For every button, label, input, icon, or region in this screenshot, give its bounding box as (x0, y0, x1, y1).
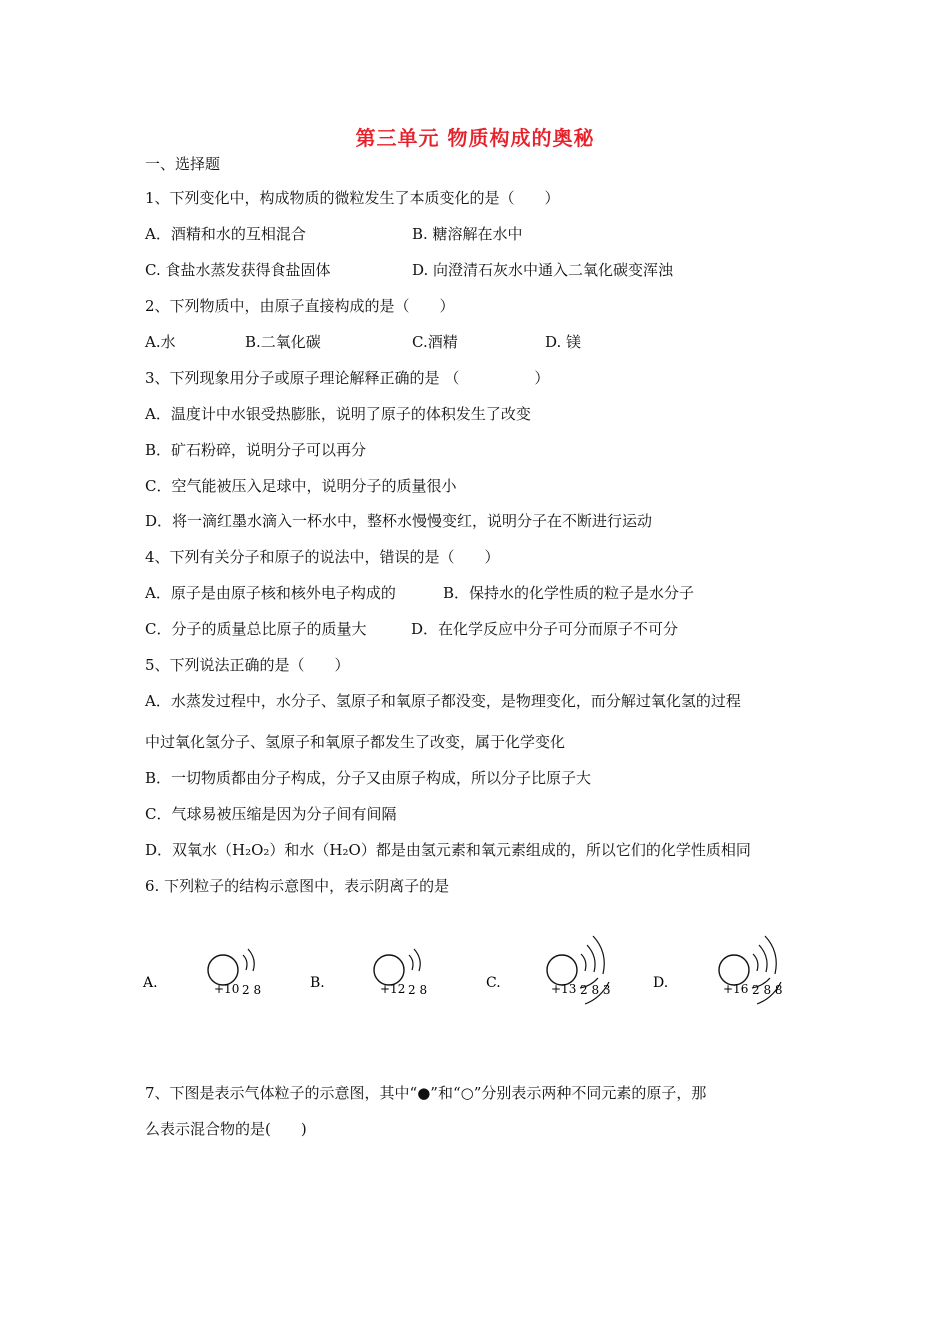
q1-option-c: C. 食盐水蒸发获得食盐固体 (145, 261, 331, 279)
question-6-stem: 6. 下列粒子的结构示意图中，表示阴离子的是 (145, 877, 450, 895)
q1-option-b: B. 糖溶解在水中 (412, 225, 523, 243)
q2-option-b: B.二氧化碳 (245, 333, 321, 351)
q5-option-c: C．气球易被压缩是因为分子间有间隔 (145, 805, 397, 823)
q5-option-a: A．水蒸发过程中，水分子、氢原子和氧原子都没变，是物理变化，而分解过氧化氢的过程 (145, 692, 741, 710)
section-heading: 一、选择题 (145, 155, 221, 173)
diagram-c-shell (587, 945, 595, 972)
diagram-b-nucleus-charge: +12 (380, 982, 406, 996)
diagram-d-shell-electrons: 2 8 8 (752, 983, 783, 997)
question-7-stem: 7、下图是表示气体粒子的示意图，其中“●”和“○”分别表示两种不同元素的原子，那 (145, 1084, 707, 1102)
diagram-d-shell (753, 954, 758, 971)
diagram-c-nucleus (547, 955, 577, 985)
q4-option-a: A．原子是由原子核和核外电子构成的 (145, 584, 396, 602)
atom-structure-diagrams (140, 930, 840, 1020)
diagram-b-letter: B. (310, 975, 325, 991)
diagram-b-nucleus (374, 955, 404, 985)
q3-option-d: D．将一滴红墨水滴入一杯水中，整杯水慢慢变红，说明分子在不断进行运动 (145, 512, 653, 530)
diagram-d-letter: D. (653, 975, 669, 991)
diagram-b-shell (414, 949, 420, 971)
diagram-d-nucleus (719, 955, 749, 985)
q3-option-c: C．空气能被压入足球中，说明分子的质量很小 (145, 477, 457, 495)
diagram-c (486, 936, 611, 1004)
question-5-stem: 5、下列说法正确的是（ ） (145, 656, 350, 674)
q5-option-a-cont: 中过氧化氢分子、氢原子和氧原子都发生了改变，属于化学变化 (145, 733, 566, 751)
q2-option-a: A.水 (145, 333, 176, 351)
diagram-b-shell-electrons: 2 8 (408, 983, 428, 997)
q5-option-d: D．双氧水（H₂O₂）和水（H₂O）都是由氢元素和氧元素组成的，所以它们的化学性质相同 (145, 841, 751, 859)
diagram-a-shell (248, 949, 254, 971)
q5-option-b: B．一切物质都由分子构成，分子又由原子构成，所以分子比原子大 (145, 769, 592, 787)
q2-option-d: D. 镁 (545, 333, 582, 351)
q3-option-a: A．温度计中水银受热膨胀，说明了原子的体积发生了改变 (145, 405, 531, 423)
q3-option-b: B．矿石粉碎，说明分子可以再分 (145, 441, 367, 459)
diagram-a (142, 949, 261, 997)
question-7-stem-cont: 么表示混合物的是( ) (145, 1120, 307, 1138)
diagram-a-nucleus (208, 955, 238, 985)
diagram-a-shell-electrons: 2 8 (242, 983, 262, 997)
diagram-d (653, 936, 783, 1004)
diagram-b (310, 949, 427, 997)
diagram-c-shell-electrons: 2 8 3 (580, 983, 611, 997)
question-2-stem: 2、下列物质中，由原子直接构成的是（ ） (145, 297, 455, 315)
diagram-d-nucleus-charge: +16 (723, 982, 749, 996)
q4-option-d: D．在化学反应中分子可分而原子不可分 (411, 620, 679, 638)
q2-option-c: C.酒精 (412, 333, 458, 351)
diagram-a-letter: A. (143, 975, 158, 991)
q4-option-c: C．分子的质量总比原子的质量大 (145, 620, 367, 638)
q1-option-d: D. 向澄清石灰水中通入二氧化碳变浑浊 (412, 261, 674, 279)
diagram-c-nucleus-charge: +13 (551, 982, 577, 996)
diagram-c-letter: C. (486, 975, 501, 991)
q1-option-a: A．酒精和水的互相混合 (145, 225, 306, 243)
diagram-d-shell (759, 945, 767, 972)
question-1-stem: 1、下列变化中，构成物质的微粒发生了本质变化的是（ ） (145, 189, 560, 207)
question-4-stem: 4、下列有关分子和原子的说法中，错误的是（ ） (145, 548, 500, 566)
question-3-stem: 3、下列现象用分子或原子理论解释正确的是 （ ） (145, 369, 550, 387)
diagram-c-shell (581, 954, 586, 971)
diagram-a-shell (243, 955, 247, 970)
diagram-a-nucleus-charge: +10 (214, 982, 240, 996)
q4-option-b: B．保持水的化学性质的粒子是水分子 (443, 584, 695, 602)
page-title: 第三单元 物质构成的奥秘 (355, 126, 595, 150)
diagram-b-shell (409, 955, 413, 970)
